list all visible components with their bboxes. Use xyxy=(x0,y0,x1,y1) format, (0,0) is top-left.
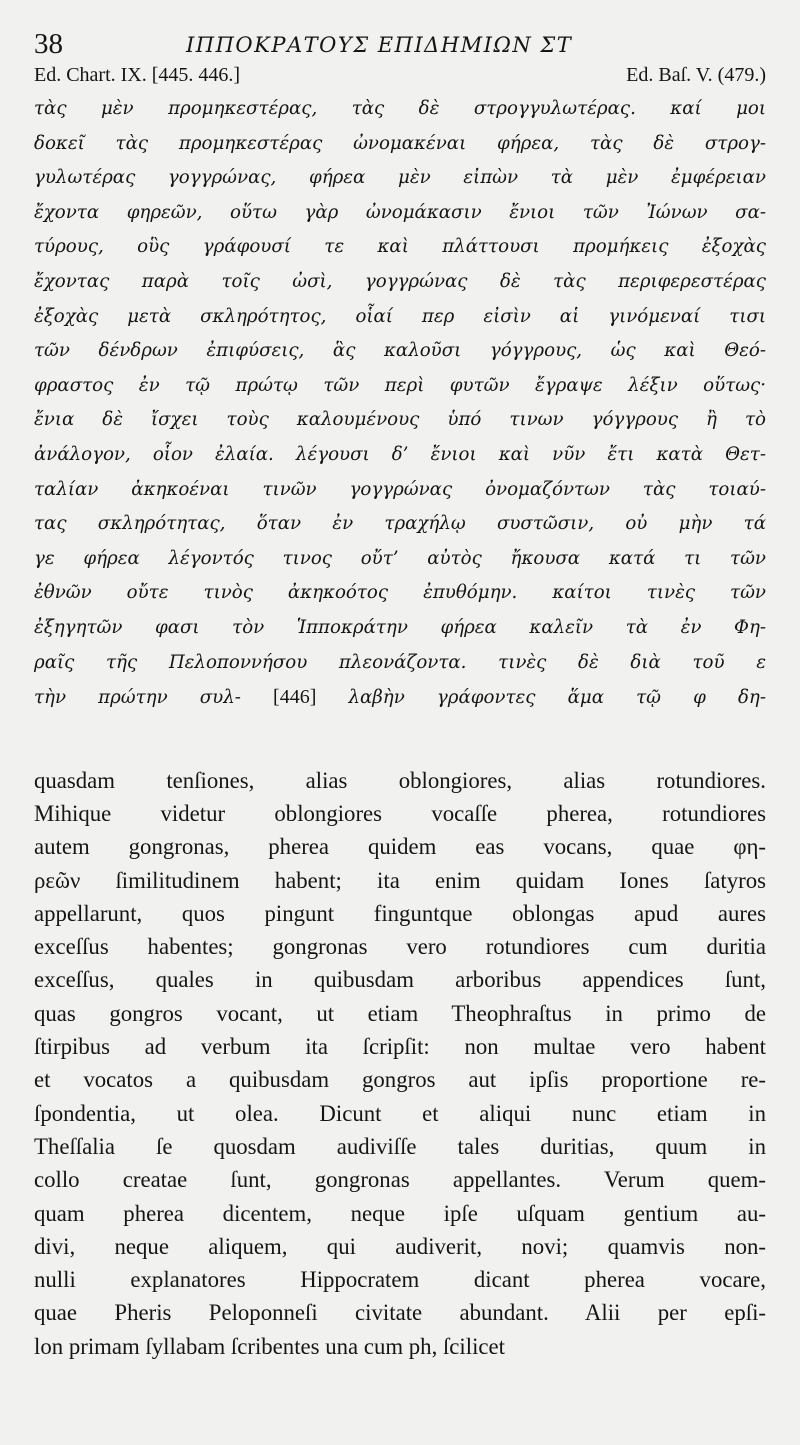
greek-line: ἀνάλογον, οἷον ἐλαία. λέγουσι δ’ ἔνιοι καὶ νῦν ἔτι κατὰ Θετ- xyxy=(34,443,766,465)
latin-line: quam pherea dicentem, neque ipſe uſquam gentium au- xyxy=(34,1200,766,1226)
page-header xyxy=(34,28,766,64)
edition-references xyxy=(34,64,766,92)
greek-line: τὰς μὲν προμηκεστέρας, τὰς δὲ στρογγυλωτέρας. καί μοι xyxy=(34,98,766,119)
book-page xyxy=(34,28,766,1363)
latin-line: ſpondentia, ut olea. Dicunt et aliqui nunc etiam in xyxy=(34,1100,766,1126)
latin-line: appellarunt, quos pingunt finguntque oblongas apud aures xyxy=(34,900,766,926)
greek-line: γε φήρεα λέγοντός τινος οὔτ’ αὐτὸς ἤκουσα κατά τι τῶν xyxy=(34,547,766,569)
latin-line: Mihique videtur oblongiores vocaſſe pherea, rotundiores xyxy=(34,800,766,826)
latin-line: ſtirpibus ad verbum ita ſcripſit: non multae vero habent xyxy=(34,1034,766,1060)
greek-line: ἔνια δὲ ἴσχει τοὺς καλουμένους ὑπό τινων γόγγρους ἢ τὸ xyxy=(34,409,766,431)
greek-line: ἐξοχὰς μετὰ σκληρότητος, οἷαί περ εἰσὶν αἱ γινόμεναί τισι xyxy=(34,305,766,327)
latin-translation-block xyxy=(34,764,766,1363)
running-title: ΙΠΠΟΚΡΑΤΟΥΣ ΕΠΙΔΗΜΙΩΝ ΣΤ xyxy=(186,33,573,57)
latin-line: collo creatae ſunt, gongronas appellantes. Verum quem- xyxy=(34,1167,766,1193)
greek-line: τῶν δένδρων ἐπιφύσεις, ἃς καλοῦσι γόγγρους, ὡς καὶ Θεό- xyxy=(34,340,766,362)
latin-line: quasdam tenſiones, alias oblongiores, alias rotundiores. xyxy=(34,767,766,793)
greek-line: ἔχοντας παρὰ τοῖς ὠσὶ, γογγρώνας δὲ τὰς περιφερεστέρας xyxy=(34,270,766,292)
greek-text-block xyxy=(34,92,766,716)
latin-line: autem gongronas, pherea quidem eas vocans, quae φη- xyxy=(34,834,766,860)
latin-line: quae Pheris Peloponneſi civitate abundant. Alii per epſi- xyxy=(34,1300,766,1326)
greek-line: ἔχοντα φηρεῶν, οὕτω γὰρ ὠνομάκασιν ἔνιοι τῶν Ἰώνων σα- xyxy=(34,201,766,223)
edition-reference-chartier: Ed. Chart. IX. [445. 446.] xyxy=(34,64,241,86)
latin-line: nulli explanatores Hippocratem dicant pherea vocare, xyxy=(34,1267,766,1293)
latin-line: ρεῶν ſimilitudinem habent; ita enim quidam Iones ſatyros xyxy=(34,867,766,893)
greek-line: ραῖς τῆς Πελοποννήσου πλεονάζοντα. τινὲς δὲ διὰ τοῦ ε xyxy=(34,651,766,673)
greek-line: δοκεῖ τὰς προμηκεστέρας ὠνομακέναι φήρεα, τὰς δὲ στρογ- xyxy=(34,132,766,154)
latin-line: Theſſalia ſe quosdam audiviſſe tales duritias, quum in xyxy=(34,1133,766,1159)
latin-line: quas gongros vocant, ut etiam Theophraſtus in primo de xyxy=(34,1000,766,1026)
greek-line: ἐξηγητῶν φασι τὸν Ἱπποκράτην φήρεα καλεῖν τὰ ἐν Φη- xyxy=(34,616,766,638)
page-number: 38 xyxy=(34,28,63,60)
greek-line: τύρους, οὓς γράφουσί τε καὶ πλάττουσι προμήκεις ἐξοχὰς xyxy=(34,236,766,258)
greek-line: ταλίαν ἀκηκοέναι τινῶν γογγρώνας ὀνομαζόντων τὰς τοιαύ- xyxy=(34,478,766,500)
latin-line: exceſſus habentes; gongronas vero rotundiores cum duritia xyxy=(34,934,766,960)
latin-line: et vocatos a quibusdam gongros aut ipſis proportione re- xyxy=(34,1067,766,1093)
page-break-marker: [446] xyxy=(273,686,317,709)
greek-line: φραστος ἐν τῷ πρώτῳ τῶν περὶ φυτῶν ἔγραψε λέξιν οὕτως· xyxy=(34,374,766,396)
edition-reference-basel: Ed. Baſ. V. (479.) xyxy=(626,64,766,86)
greek-line: τας σκληρότητας, ὅταν ἐν τραχήλῳ συστῶσιν, οὐ μὴν τά xyxy=(34,513,766,535)
greek-line: γυλωτέρας γογγρώνας, φήρεα μὲν εἰπὼν τὰ μὲν ἐμφέρειαν xyxy=(34,167,766,189)
greek-line-start: τὴν πρώτην συλ- xyxy=(34,687,241,709)
latin-line: exceſſus, quales in quibusdam arboribus appendices ſunt, xyxy=(34,967,766,993)
greek-line-end: λαβὴν γράφοντες ἅμα τῷ φ δη- xyxy=(348,687,766,709)
greek-line-with-page-marker xyxy=(34,680,766,716)
latin-line: lon primam ſyllabam ſcribentes una cum ph, ſcilicet xyxy=(34,1333,505,1359)
greek-line: ἐθνῶν οὔτε τινὸς ἀκηκοότος ἐπυθόμην. καίτοι τινὲς τῶν xyxy=(34,582,766,604)
latin-line: divi, neque aliquem, qui audiverit, novi; quamvis non- xyxy=(34,1233,766,1259)
